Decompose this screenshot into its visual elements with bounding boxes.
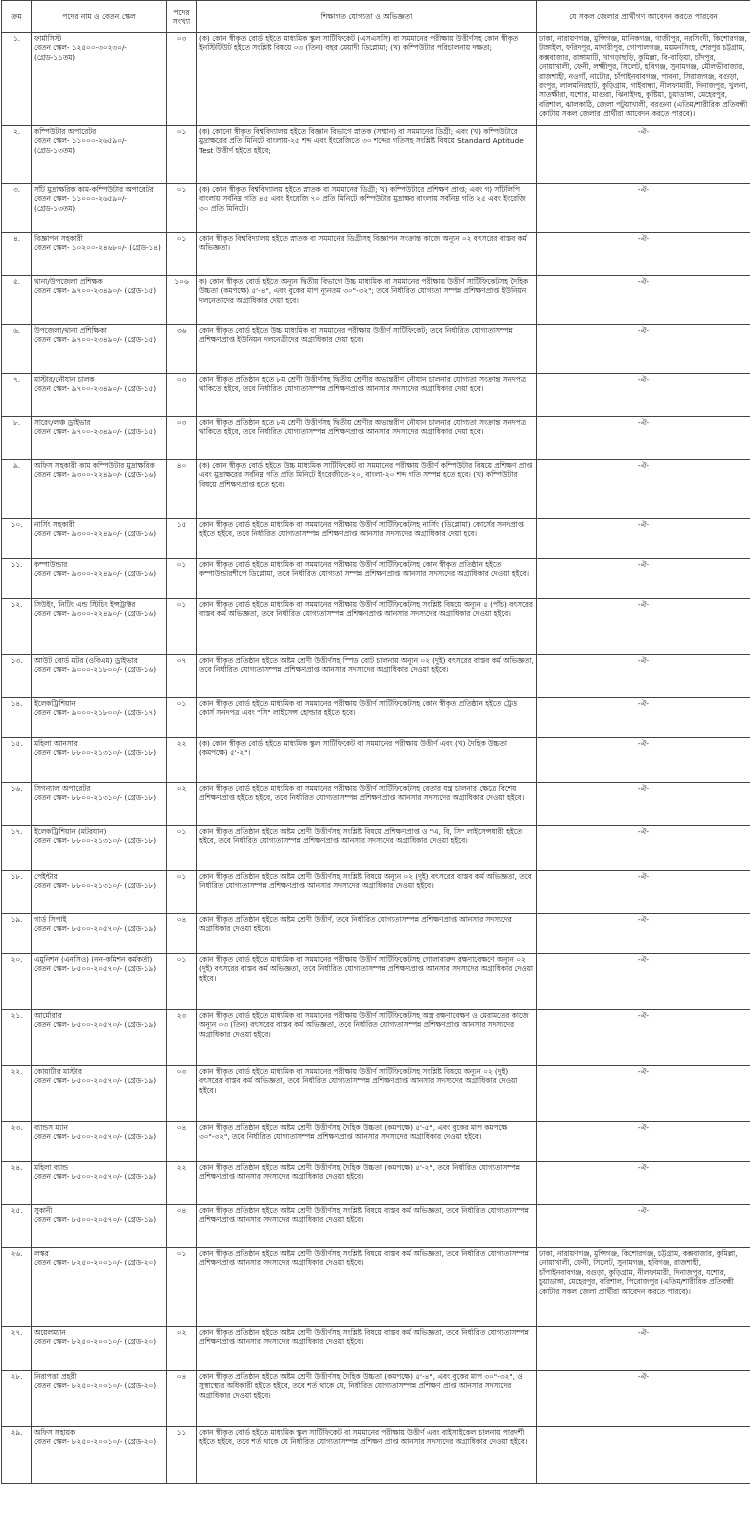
eligible-districts-cell: -ঐ- xyxy=(537,914,750,954)
post-count-cell: ৪০ xyxy=(167,460,197,519)
pay-scale: বেতন স্কেল- ১২৫০০-৩০২৩০/- (গ্রেড-১১তম) xyxy=(34,43,127,62)
serial-cell: ১০. xyxy=(2,519,32,559)
post-name: লস্কর xyxy=(34,1249,49,1258)
qualification-cell: (ক) কোন স্বীকৃত বিশ্ববিদ্যালয় হইতে স্নাতক বা সমমানের ডিগ্রী; খ) কম্পিউটারে প্রশিক্ষণ প্রাপ্ত; এবং গ) সাঁটলিপি বাংলায় সর্বনিম্ন গতি ৪৫ এবং ইংরেজি ৭০ প্রতি মিনিটে কম্পিউটার মুদ্রাক্ষর বাংলায় সর্বনিম্ন গতি ২৫ এবং ইংরেজি ৩০ প্রতি মিনিটে। xyxy=(197,184,537,233)
post-name: মহিলা আনসার xyxy=(34,739,78,748)
post-count-cell: ০১ xyxy=(167,559,197,599)
serial-cell: ৭. xyxy=(2,374,32,417)
table-row xyxy=(2,519,750,559)
post-name: কম্পাউন্ডার xyxy=(34,560,68,569)
pay-scale: বেতন স্কেল- ৮৫০০-২০৫৭০/- (গ্রেড-১৯) xyxy=(34,964,157,974)
post-name: সাঁট মুদ্রাক্ষরিক কাম-কম্পিউটার অপারেটর xyxy=(34,185,154,194)
qualification-cell: কোন স্বীকৃত বিশ্ববিদ্যালয় হইতে স্নাতক বা সমমানের ডিগ্রীসহ বিজ্ঞাপন সংক্রান্ত কাজে অন্যূন ০২ বৎসরের বাস্তব কর্ম অভিজ্ঞতা। xyxy=(197,233,537,276)
eligible-districts-cell: -ঐ- xyxy=(537,826,750,871)
eligible-districts-cell: -ঐ- xyxy=(537,374,750,417)
serial-cell: ৫. xyxy=(2,276,32,325)
serial-cell: ১৫. xyxy=(2,738,32,783)
qualification-cell: (ক) কোনো স্বীকৃত বিশ্ববিদ্যালয় হইতে বিজ্ঞান বিভাগে স্নাতক (সম্মান) বা সমমানের ডিগ্রী; এবং (খ) কম্পিউটারে মুদ্রাক্ষরের প্রতি মিনিটে বাংলায়-২৫ শব্দ এবং ইংরেজিতে ৩০ শব্দের গতিসহ সংশ্লিষ্ট বিষয়ে Standard Aptitude Test উত্তীর্ণ হইতে হইবে; xyxy=(197,126,537,184)
pay-scale: বেতন স্কেল- ৮৫০০-২০৫৭০/- (গ্রেড-১৯) xyxy=(34,1132,157,1142)
table-row xyxy=(2,826,750,871)
post-cell xyxy=(32,783,167,826)
post-count-cell: ১৫ xyxy=(167,519,197,559)
table-row xyxy=(2,1427,750,1484)
post-name: উপজেলা/থানা প্রশিক্ষিকা xyxy=(34,326,107,335)
pay-scale: বেতন স্কেল- ৮২৫০-২০০১০/- (গ্রেড-২০) xyxy=(34,1381,157,1391)
qualification-cell: কোন স্বীকৃত বোর্ড হইতে মাধ্যমিক বা সমমানের পরীক্ষায় উত্তীর্ণ সার্টিফিকেটসহ কোন স্বীকৃত প্রতিষ্ঠান হইতে ট্রেড কোর্স সনদপত্র এবং "সি" লাইসেন্স হোল্ডার হইতে হবে। xyxy=(197,698,537,738)
post-count-cell: ২২ xyxy=(167,738,197,783)
eligible-districts-cell: -ঐ- xyxy=(537,519,750,559)
table-row xyxy=(2,1162,750,1205)
pay-scale: বেতন স্কেল- ৮৫০০-২০৫৭০/- (গ্রেড-১৯) xyxy=(34,1215,157,1225)
post-cell xyxy=(32,1427,167,1484)
serial-cell: ২০. xyxy=(2,954,32,1010)
qualification-cell: কোন স্বীকৃত প্রতিষ্ঠান হইতে অষ্টম শ্রেণী উত্তীর্ণসহ সংশ্লিষ্ট বিষয়ে বাস্তব কর্ম অভিজ্ঞতা, তবে নির্ধারিত যোগ্যতাসম্পন্ন প্রশিক্ষণপ্রাপ্ত আনসার সদস্যদের অগ্রাধিকার দেওয়া হইবে। xyxy=(197,1205,537,1248)
post-name: বিজ্ঞাপন সহকারী xyxy=(34,234,83,243)
serial-cell: ১৩. xyxy=(2,655,32,698)
qualification-cell: কোন স্বীকৃত বোর্ড হইতে মাধ্যমিক বা সমমানের পরীক্ষায় উত্তীর্ণ সার্টিফিকেটসহ সংশ্লিষ্ট বিষয়ে অন্যূন ০২ (দুই) বৎসরের বাস্তব কর্ম অভিজ্ঞতা, তবে নির্ধারিত যোগ্যতাসম্পন্ন প্রশিক্ষণপ্রাপ্ত আনসার সদস্যদের অগ্রাধিকার দেওয়া হইবে। xyxy=(197,1066,537,1122)
post-cell xyxy=(32,33,167,126)
eligible-districts-cell: -ঐ- xyxy=(537,1010,750,1066)
header-post-count: পদের সংখ্যা xyxy=(167,1,197,33)
post-count-cell: ০১ xyxy=(167,871,197,914)
post-name: সারেং/লঞ্চ ড্রাইভার xyxy=(34,418,91,427)
eligible-districts-cell: -ঐ- xyxy=(537,233,750,276)
table-row xyxy=(2,655,750,698)
serial-cell: ৬. xyxy=(2,325,32,374)
table-row xyxy=(2,698,750,738)
pay-scale: বেতন স্কেল- ৮৫০০-২০৫৭০/- (গ্রেড-১৯) xyxy=(34,1172,157,1182)
table-row xyxy=(2,374,750,417)
post-cell xyxy=(32,599,167,655)
post-count-cell: ০৭ xyxy=(167,655,197,698)
eligible-districts-cell: -ঐ- xyxy=(537,276,750,325)
post-cell xyxy=(32,914,167,954)
serial-cell: ৯. xyxy=(2,460,32,519)
pay-scale: বেতন স্কেল- ১১০০০-২৬৫৯০/- (গ্রেড-১৩তম) xyxy=(34,194,127,213)
post-count-cell: ০১ xyxy=(167,1248,197,1327)
post-name: নিরাপত্তা প্রহরী xyxy=(34,1372,77,1381)
qualification-cell: ক) কোন স্বীকৃত বোর্ড হইতে অন্যূন দ্বিতীয় বিভাগে উচ্চ মাধ্যমিক বা সমমানের পরীক্ষায় উত্তীর্ণ সার্টিফিকেটসহ দৈহিক উচ্চতা (কমপক্ষে) ৫'-৪", এবং বুকের মাপ ন্যূনতম ৩০"-৩২"; তবে নির্ধারিত যোগ্যতা সম্পন্ন প্রশিক্ষণপ্রাপ্ত ইউনিয়ন দলনেতাদের অগ্রাধিকার দেয়া হবে। xyxy=(197,276,537,325)
post-name: অফিস সহায়ক xyxy=(34,1428,76,1437)
table-row xyxy=(2,1248,750,1327)
post-count-cell: ০১ xyxy=(167,599,197,655)
table-row xyxy=(2,126,750,184)
table-row xyxy=(2,599,750,655)
header-eligible-districts: যে সকল জেলার প্রার্থীগণ আবেদন করতে পারবেন xyxy=(537,1,750,33)
post-cell xyxy=(32,559,167,599)
post-count-cell: ০১ xyxy=(167,126,197,184)
header-serial: ক্রম xyxy=(2,1,32,33)
eligible-districts-cell: -ঐ- xyxy=(537,954,750,1010)
qualification-cell: (ক) কোন স্বীকৃত বোর্ড হইতে উচ্চ মাধ্যমিক সার্টিফিকেট বা সমমানের পরীক্ষায় উত্তীর্ণ কম্পিউটার বিষয়ে প্রশিক্ষণ প্রাপ্ত এবং মুদ্রাক্ষরের সর্বনিম্ন গতি প্রতি মিনিটে ইংরেজীতে-২০, বাংলা-২০ শব্দ গতি সম্পন্ন হতে হবে। (খ) কম্পিউটার বিষয়ে প্রশিক্ষণপ্রাপ্ত হতে হবে। xyxy=(197,460,537,519)
table-row xyxy=(2,276,750,325)
qualification-cell: কোন স্বীকৃত বোর্ড হইতে মাধ্যমিক বা সমমানের পরীক্ষায় উত্তীর্ণ সার্টিফিকেটসহ নার্সিং (ডিপ্লোমা) কোর্সের সনদপ্রাপ্ত হইতে হইবে, তবে নির্ধারিত যোগ্যতাসম্পন্ন প্রশিক্ষণপ্রাপ্ত আনসার সদস্যদের অগ্রাধিকার দেয়া হবে। xyxy=(197,519,537,559)
table-row xyxy=(2,738,750,783)
post-cell xyxy=(32,417,167,460)
post-name: সুকানী xyxy=(34,1206,53,1215)
post-count-cell: ০১ xyxy=(167,698,197,738)
eligible-districts-cell: -ঐ- xyxy=(537,783,750,826)
pay-scale: বেতন স্কেল- ১০২০০-২৪৬৮০/- (গ্রেড-১৪) xyxy=(34,243,161,253)
serial-cell: ৮. xyxy=(2,417,32,460)
post-count-cell: ১১ xyxy=(167,1427,197,1484)
header-row xyxy=(2,1,750,33)
post-count-cell: ৩৬ xyxy=(167,325,197,374)
post-cell xyxy=(32,276,167,325)
qualification-cell: কোন স্বীকৃত প্রতিষ্ঠান হইতে অষ্টম শ্রেণী উত্তীর্ণসহ দৈহিক উচ্চতা (কমপক্ষে) ৫'-৫", এবং বুকের মাপ কমপক্ষে ৩০"-৩২", তবে নির্ধারিত যোগ্যতাসম্পন্ন প্রশিক্ষণপ্রাপ্ত আনসার সদস্যদের অগ্রাধিকার দেওয়া হইবে। xyxy=(197,1122,537,1162)
post-cell xyxy=(32,325,167,374)
table-row xyxy=(2,559,750,599)
post-cell xyxy=(32,1010,167,1066)
table-row xyxy=(2,1327,750,1371)
serial-cell: ২২. xyxy=(2,1066,32,1122)
post-cell xyxy=(32,519,167,559)
qualification-cell: কোন স্বীকৃত বোর্ড হইতে মাধ্যমিক বা সমমানের পরীক্ষায় উত্তীর্ণ সার্টিফিকেটসহ অস্ত্র রক্ষণাবেক্ষণ ও মেরামতের কাজে অন্যূন ০৩ (তিন) বৎসরের বাস্তব কর্ম অভিজ্ঞতা, তবে নির্ধারিত যোগ্যতাসম্পন্ন প্রশিক্ষণপ্রাপ্ত আনসার সদস্যদের অগ্রাধিকার দেওয়া হইবে। xyxy=(197,1010,537,1066)
post-name: থানা/উপজেলা প্রশিক্ষক xyxy=(34,277,103,286)
post-name: আউট বোর্ড মটর (ওবিএম) ড্রাইভার xyxy=(34,656,138,665)
post-name: আর্মোরার xyxy=(34,1011,62,1020)
table-row xyxy=(2,460,750,519)
qualification-cell: কোন স্বীকৃত প্রতিষ্ঠান হইতে অষ্টম শ্রেণী উত্তীর্ণসহ দৈহিক উচ্চতা (কমপক্ষে) ৫'-৪", এবং বুকের মাপ ৩০"-৩২", ও সুস্বাস্থ্যের অধিকারী হইতে হইবে, তবে শর্ত থাকে যে, নির্ধারিত যোগ্যতাসম্পন্ন প্রশিক্ষণ প্রাপ্ত আনসার সদস্যদের অগ্রাধিকার দেওয়া হইবে। xyxy=(197,1371,537,1427)
post-name: ইলেকট্রিশিয়ান xyxy=(34,699,76,708)
eligible-districts-cell: -ঐ- xyxy=(537,1371,750,1427)
pay-scale: বেতন স্কেল- ৮৫০০-২০৫৭০/- (গ্রেড-১৯) xyxy=(34,924,157,934)
post-name: এমুনিশন (এনসিও) (নন-কমিশন কর্মকর্তা) xyxy=(34,955,153,964)
pay-scale: বেতন স্কেল- ৮৮০০-২১৩১০/- (গ্রেড-১৮) xyxy=(34,836,157,846)
serial-cell: ১৭. xyxy=(2,826,32,871)
post-cell xyxy=(32,871,167,914)
table-row xyxy=(2,184,750,233)
eligible-districts-cell: -ঐ- xyxy=(537,460,750,519)
serial-cell: ৪. xyxy=(2,233,32,276)
post-cell xyxy=(32,1122,167,1162)
post-count-cell: ০১ xyxy=(167,954,197,1010)
qualification-cell: কোন স্বীকৃত প্রতিষ্ঠান হইতে অষ্টম শ্রেণী উত্তীর্ণসহ স্পিড বোট চালনায় অন্যূন ০২ (দুই) বৎসরের বাস্তব কর্ম অভিজ্ঞতা, তবে নির্ধারিত যোগ্যতাসম্পন্ন প্রশিক্ষণপ্রাপ্ত আনসার সদস্যদের অগ্রাধিকার দেওয়া হইবে। xyxy=(197,655,537,698)
serial-cell: ২৮. xyxy=(2,1371,32,1427)
eligible-districts-cell: -ঐ- xyxy=(537,1122,750,1162)
eligible-districts-cell: -ঐ- xyxy=(537,1066,750,1122)
eligible-districts-cell: -ঐ- xyxy=(537,738,750,783)
table-row xyxy=(2,33,750,126)
pay-scale: বেতন স্কেল- ৯৩০০-২২৪৯০/- (গ্রেড-১৬) xyxy=(34,529,157,539)
serial-cell: ১৯. xyxy=(2,914,32,954)
eligible-districts-cell: ঢাকা, নারায়ণগঞ্জ, মুন্সিগঞ্জ, মানিকগঞ্জ, গাজীপুর, নরসিংদী, কিশোরগঞ্জ, টাঙ্গাইল, ফরিদপুর, মাদারীপুর, গোপালগঞ্জ, ময়মনসিংহ, শেরপুর চট্টগ্রাম, কক্সবাজার, রাঙ্গামাটি, খাগড়াছড়ি, কুমিল্লা, বি-বাড়িয়া, চাঁদপুর, নোয়াখালী, ফেনী, লক্ষ্মীপুর, সিলেট, হবিগঞ্জ, সুনামগঞ্জ, মৌলভীবাজার, রাজশাহী, নওগাঁ, নাটোর, চাঁপাইনবাবগঞ্জ, পাবনা, সিরাজগঞ্জ, বগুড়া, রংপুর, লালমনিরহাট, কুড়িগ্রাম, গাইবান্ধা, নীলফামারী, দিনাজপুর, খুলনা, সাতক্ষীরা, যশোর, মাগুরা, ঝিনাইদহ, কুষ্টিয়া, চুয়াডাঙ্গা, মেহেরপুর, বরিশাল, ঝালকাঠি, জেলা পটুয়াখালী, বরগুনা (এতিম/শারীরিক প্রতিবন্ধী কোটায় সকল জেলার প্রার্থীরা আবেদন করতে পারবে)। xyxy=(537,33,750,126)
table-body xyxy=(2,33,750,1484)
eligible-districts-cell: -ঐ- xyxy=(537,1162,750,1205)
qualification-cell: (ক) কোন স্বীকৃত বোর্ড হইতে মাধ্যমিক স্কুল সার্টিফিকেট বা সমমানের পরীক্ষায় উত্তীর্ণ এবং (খ) দৈহিক উচ্চতা (কমপক্ষে) ৫'-২"। xyxy=(197,738,537,783)
post-name: অয়েলম্যান xyxy=(34,1328,66,1337)
serial-cell: ১১. xyxy=(2,559,32,599)
serial-cell: ২৫. xyxy=(2,1205,32,1248)
eligible-districts-cell: -ঐ- xyxy=(537,871,750,914)
post-cell xyxy=(32,1162,167,1205)
serial-cell: ৩. xyxy=(2,184,32,233)
pay-scale: বেতন স্কেল- ৮৫০০-২০৫৭০/- (গ্রেড-১৯) xyxy=(34,1020,157,1030)
pay-scale: বেতন স্কেল- ৯৩০০-২২৪৯০/- (গ্রেড-১৬) xyxy=(34,609,157,619)
table-row xyxy=(2,1066,750,1122)
eligible-districts-cell: -ঐ- xyxy=(537,325,750,374)
post-cell xyxy=(32,460,167,519)
post-count-cell: ০৩ xyxy=(167,374,197,417)
post-cell xyxy=(32,954,167,1010)
post-name: সিউইং, নিটিং এন্ড স্টিচিং ইন্সট্রাক্টর xyxy=(34,600,136,609)
pay-scale: বেতন স্কেল- ৯০০০-২১৮০০/- (গ্রেড-১৭) xyxy=(34,708,157,718)
serial-cell: ১২. xyxy=(2,599,32,655)
pay-scale: বেতন স্কেল- ৯৩০০-২২৪৯০/- (গ্রেড-১৬) xyxy=(34,470,157,480)
post-cell xyxy=(32,1327,167,1371)
post-cell xyxy=(32,1248,167,1327)
table-row xyxy=(2,954,750,1010)
pay-scale: বেতন স্কেল- ৮৮০০-২১৩১০/- (গ্রেড-১৮) xyxy=(34,748,157,758)
post-count-cell: ২২ xyxy=(167,1162,197,1205)
post-name: ফার্মাসিস্ট xyxy=(34,34,62,43)
pay-scale: বেতন স্কেল- ৯০০০-২১৮০০/- (গ্রেড-১৬) xyxy=(34,665,157,675)
post-cell xyxy=(32,698,167,738)
serial-cell: ১. xyxy=(2,33,32,126)
post-count-cell: ০৪ xyxy=(167,914,197,954)
qualification-cell: কোন স্বীকৃত প্রতিষ্ঠান হতে ৮ম শ্রেণী উত্তীর্ণসহ দ্বিতীয় শ্রেণীর অভ্যন্তরীণ নৌযান চালনার যোগ্যতা সংক্রান্ত সনদপত্র থাকিতে হইবে, তবে নির্ধারিত যোগ্যতাসম্পন্ন প্রশিক্ষণপ্রাপ্ত আনসার সদস্যদের অগ্রাধিকার দেয়া হবে। xyxy=(197,374,537,417)
post-count-cell: ০৩ xyxy=(167,33,197,126)
table-row xyxy=(2,783,750,826)
pay-scale: বেতন স্কেল- ৯৭০০-২৩৪৯০/- (গ্রেড-১৫) xyxy=(34,427,157,437)
post-cell xyxy=(32,184,167,233)
vacancy-table xyxy=(1,0,750,1484)
post-name: মাস্টার/নৌযান চালক xyxy=(34,375,95,384)
post-count-cell: ০১ xyxy=(167,184,197,233)
qualification-cell: কোন স্বীকৃত বোর্ড হইতে মাধ্যমিক বা সমমানের পরীক্ষায় উত্তীর্ণ সার্টিফিকেটসহ কোন স্বীকৃত প্রতিষ্ঠান হইতে কম্পাউন্ডারশীপে ডিপ্লোমা, তবে নির্ধারিত যোগ্যতা সম্পন্ন প্রশিক্ষণপ্রাপ্ত আনসার সদস্যদের অগ্রাধিকার দেওয়া হইবে। xyxy=(197,559,537,599)
eligible-districts-cell: ঢাকা, নারায়ণগঞ্জ, মুন্সিগঞ্জ, কিশোরগঞ্জ, চট্টগ্রাম, কক্সবাজার, কুমিল্লা, নোয়াখালী, ফেনী, সিলেট, সুনামগঞ্জ, হবিগঞ্জ, রাজশাহী, চাঁপাইনবাবগঞ্জ, বগুড়া, কুড়িগ্রাম, নীলফামারী, দিনাজপুর, যশোর, চুয়াডাঙ্গা, মেহেরপুর, বরিশাল, পিরোজপুর (এতিম/শারীরিক প্রতিবন্ধী কোটার সকল জেলা প্রার্থীরা আবেদন করতে পারবে)। xyxy=(537,1248,750,1327)
post-name: নার্সিং সহকারী xyxy=(34,520,75,529)
qualification-cell: (ক) কোন স্বীকৃত বোর্ড হইতে মাধ্যমিক স্কুল সার্টিফিকেট (এসএসসি) বা সমমানের পরীক্ষায় উত্তীর্ণসহ কোন স্বীকৃত ইনস্টিটিউট হইতে সংশ্লিষ্ট বিষয়ে ০৩ (তিন) বছর মেয়াদী ডিপ্লোমা; (খ) কম্পিউটার পরিচালনায় দক্ষতা; xyxy=(197,33,537,126)
pay-scale: বেতন স্কেল- ৯৭০০-২৩৪৯০/- (গ্রেড-১৫) xyxy=(34,384,157,394)
pay-scale: বেতন স্কেল- ৮৫০০-২০৫৭০/- (গ্রেড-১৯) xyxy=(34,1076,157,1086)
qualification-cell: কোন স্বীকৃত বোর্ড হইতে মাধ্যমিক বা সমমানের পরীক্ষায় উত্তীর্ণ সার্টিফিকেটসহ গোলাবারুদ রক্ষণাবেক্ষণে অন্যূন ০২ (দুই) বৎসরের বাস্তব কর্ম অভিজ্ঞতা, তবে নির্ধারিত যোগ্যতাসম্পন্ন প্রশিক্ষণপ্রাপ্ত আনসার সদস্যদের অগ্রাধিকার দেওয়া হইবে। xyxy=(197,954,537,1010)
post-cell xyxy=(32,826,167,871)
eligible-districts-cell: -ঐ- xyxy=(537,1327,750,1371)
post-cell xyxy=(32,374,167,417)
post-cell xyxy=(32,233,167,276)
qualification-cell: কোন স্বীকৃত প্রতিষ্ঠান হইতে অষ্টম শ্রেণী উত্তীর্ণসহ দৈহিক উচ্চতা (কমপক্ষে) ৫'-২", তবে নির্ধারিত যোগ্যতাসম্পন্ন প্রশিক্ষণপ্রাপ্ত আনসার সদস্যদের অগ্রাধিকার দেওয়া হইবে। xyxy=(197,1162,537,1205)
post-count-cell: ০১ xyxy=(167,826,197,871)
qualification-cell: কোন স্বীকৃত বোর্ড হইতে উচ্চ মাধ্যমিক বা সমমানের পরীক্ষায় উত্তীর্ণ সার্টিফিকেট; তবে নির্ধারিত যোগ্যতাসম্পন্ন প্রশিক্ষণপ্রাপ্ত ইউনিয়ন দলনেত্রীদের অগ্রাধিকার দেয়া হবে। xyxy=(197,325,537,374)
table-row xyxy=(2,233,750,276)
qualification-cell: কোন স্বীকৃত প্রতিষ্ঠান হতে ৮ম শ্রেণী উত্তীর্ণসহ দ্বিতীয় শ্রেণীর অভ্যন্তরীণ নৌযান চালনার যোগ্যতা সংক্রান্ত সনদপত্র থাকিতে হইবে, তবে নির্ধারিত যোগ্যতাসম্পন্ন প্রশিক্ষণপ্রাপ্ত আনসার সদস্যদের অগ্রাধিকার দেয়া হবে। xyxy=(197,417,537,460)
post-count-cell: ০২ xyxy=(167,1327,197,1371)
post-name: গার্ড সিপাই xyxy=(34,915,67,924)
post-cell xyxy=(32,1371,167,1427)
pay-scale: বেতন স্কেল- ৮২৫০-২০০১০/- (গ্রেড-২০) xyxy=(34,1258,157,1268)
table-row xyxy=(2,1010,750,1066)
pay-scale: বেতন স্কেল- ৮২৫০-২০০১০/- (গ্রেড-২০) xyxy=(34,1437,157,1447)
post-name: পেইন্টার xyxy=(34,872,58,881)
table-row xyxy=(2,914,750,954)
post-name: কম্পিউটার অপারেটর xyxy=(34,127,97,136)
qualification-cell: কোন স্বীকৃত প্রতিষ্ঠান হইতে অষ্টম শ্রেণী উত্তীর্ণসহ সংশ্লিষ্ট বিষয়ে অন্যূন ০২ (দুই) বৎসরের বাস্তব কর্ম অভিজ্ঞতা, তবে নির্ধারিত যোগ্যতাসম্পন্ন প্রশিক্ষণপ্রাপ্ত আনসার সদস্যদের অগ্রাধিকার দেওয়া হইবে। xyxy=(197,871,537,914)
qualification-cell: কোন স্বীকৃত প্রতিষ্ঠান হইতে অষ্টম শ্রেণী উত্তীর্ণসহ সংশ্লিষ্ট বিষয়ে বাস্তব কর্ম অভিজ্ঞতা, তবে নির্ধারিত যোগ্যতাসম্পন্ন প্রশিক্ষণপ্রাপ্ত আনসার সদস্যদের অগ্রাধিকার দেওয়া হইবে। xyxy=(197,1327,537,1371)
eligible-districts-cell xyxy=(537,1427,750,1484)
serial-cell: ২৯. xyxy=(2,1427,32,1484)
pay-scale: বেতন স্কেল- ৮২৫০-২০০১০/- (গ্রেড-২০) xyxy=(34,1337,157,1347)
post-count-cell: ০৪ xyxy=(167,1205,197,1248)
serial-cell: ২৪. xyxy=(2,1162,32,1205)
table-row xyxy=(2,871,750,914)
header-post-and-scale: পদের নাম ও বেতন স্কেল xyxy=(32,1,167,33)
qualification-cell: কোন স্বীকৃত বোর্ড হইতে মাধ্যমিক বা সমমানের পরীক্ষায় উত্তীর্ণ সার্টিফিকেটসহ সংশ্লিষ্ট বিষয়ে অন্যূন ৫ (পাঁচ) বৎসরের বাস্তব কর্ম অভিজ্ঞতা, তবে নির্ধারিত যোগ্যতাসম্পন্ন প্রশিক্ষণপ্রাপ্ত আনসার সদস্যদের অগ্রাধিকার দেওয়া হইবে। xyxy=(197,599,537,655)
post-count-cell: ০৪ xyxy=(167,1122,197,1162)
pay-scale: বেতন স্কেল- ৯৭০০-২৩৪৯০/- (গ্রেড-১৫) xyxy=(34,286,157,296)
post-name: ব্যান্ডস ম্যান xyxy=(34,1123,68,1132)
eligible-districts-cell: -ঐ- xyxy=(537,417,750,460)
table-header xyxy=(2,1,750,33)
table-row xyxy=(2,1122,750,1162)
qualification-cell: কোন স্বীকৃত বোর্ড হইতে মাধ্যমিক বা সমমানের পরীক্ষায় উত্তীর্ণ সার্টিফিকেটসহ বেতার যন্ত্র চালনার ক্ষেত্রে বিশেষ প্রশিক্ষণপ্রাপ্ত হইতে হইবে, তবে নির্ধারিত যোগ্যতাসম্পন্ন প্রশিক্ষণপ্রাপ্ত আনসার সদস্যদের অগ্রাধিকার দেওয়া হইবে। xyxy=(197,783,537,826)
eligible-districts-cell: -ঐ- xyxy=(537,599,750,655)
serial-cell: ২৭. xyxy=(2,1327,32,1371)
table-row xyxy=(2,417,750,460)
post-cell xyxy=(32,655,167,698)
pay-scale: বেতন স্কেল- ৮৮০০-২১৩১০/- (গ্রেড-১৮) xyxy=(34,881,157,891)
serial-cell: ২. xyxy=(2,126,32,184)
post-count-cell: ০৪ xyxy=(167,1371,197,1427)
serial-cell: ২৩. xyxy=(2,1122,32,1162)
pay-scale: বেতন স্কেল- ৯৭০০-২৩৪৯০/- (গ্রেড-১৫) xyxy=(34,335,157,345)
post-count-cell: ০৩ xyxy=(167,417,197,460)
post-count-cell: ০৩ xyxy=(167,1066,197,1122)
post-count-cell: ০২ xyxy=(167,783,197,826)
post-cell xyxy=(32,1205,167,1248)
post-count-cell: ০১ xyxy=(167,233,197,276)
serial-cell: ২৬. xyxy=(2,1248,32,1327)
table-row xyxy=(2,1371,750,1427)
qualification-cell: কোন স্বীকৃত বোর্ড হইতে মাধ্যমিক স্কুল সার্টিফিকেট বা সমমানের পরীক্ষায় উত্তীর্ণ এবং বাইসাইকেল চালনায় পারদর্শী হইতে হইবে, তবে শর্ত থাকে যে নির্ধারিত যোগ্যতাসম্পন্ন প্রশিক্ষণ প্রাপ্ত আনসার সদস্যদের অগ্রাধিকার দেওয়া হইবে। xyxy=(197,1427,537,1484)
pay-scale: বেতন স্কেল- ৮৮০০-২১৩১০/- (গ্রেড-১৮) xyxy=(34,793,157,803)
eligible-districts-cell: -ঐ- xyxy=(537,698,750,738)
serial-cell: ২১. xyxy=(2,1010,32,1066)
post-count-cell: ২৩ xyxy=(167,1010,197,1066)
serial-cell: ১৪. xyxy=(2,698,32,738)
post-name: অফিস সহকারী কাম কম্পিউটার মুদ্রাক্ষরিক xyxy=(34,461,155,470)
eligible-districts-cell: -ঐ- xyxy=(537,1205,750,1248)
post-name: সিগন্যাল অপারেটর xyxy=(34,784,91,793)
qualification-cell: কোন স্বীকৃত প্রতিষ্ঠান হইতে অষ্টম শ্রেণী উত্তীর্ণসহ সংশ্লিষ্ট বিষয়ে প্রশিক্ষণপ্রাপ্ত ও "এ, বি, সি" লাইসেন্সধারী হইতে হইবে, তবে নির্ধারিত যোগ্যতাসম্পন্ন প্রশিক্ষণপ্রাপ্ত আনসার সদস্যদের অগ্রাধিকার দেওয়া হইবে। xyxy=(197,826,537,871)
post-cell xyxy=(32,1066,167,1122)
serial-cell: ১৬. xyxy=(2,783,32,826)
table-row xyxy=(2,1205,750,1248)
post-cell xyxy=(32,126,167,184)
eligible-districts-cell: -ঐ- xyxy=(537,655,750,698)
eligible-districts-cell: -ঐ- xyxy=(537,559,750,599)
post-name: মহিলা ব্যান্ড xyxy=(34,1163,68,1172)
table-row xyxy=(2,325,750,374)
pay-scale: বেতন স্কেল- ৯৩০০-২২৪৯০/- (গ্রেড-১৬) xyxy=(34,569,157,579)
header-qualification: শিক্ষাগত যোগ্যতা ও অভিজ্ঞতা xyxy=(197,1,537,33)
eligible-districts-cell: -ঐ- xyxy=(537,126,750,184)
serial-cell: ১৮. xyxy=(2,871,32,914)
pay-scale: বেতন স্কেল- ১১০০০-২৬৫৯০/- (গ্রেড-১৩তম) xyxy=(34,136,127,155)
post-count-cell: ১০৬ xyxy=(167,276,197,325)
qualification-cell: কোন স্বীকৃত প্রতিষ্ঠান হইতে অষ্টম শ্রেণী উত্তীর্ণসহ সংশ্লিষ্ট বিষয়ে বাস্তব কর্ম অভিজ্ঞতা, তবে নির্ধারিত যোগ্যতাসম্পন্ন প্রশিক্ষণপ্রাপ্ত আনসার সদস্যদের অগ্রাধিকার দেওয়া হইবে। xyxy=(197,1248,537,1327)
post-name: ইলেকট্রিশিয়ান (মটরযান) xyxy=(34,827,107,836)
post-cell xyxy=(32,738,167,783)
qualification-cell: কোন স্বীকৃত প্রতিষ্ঠান হইতে অষ্টম শ্রেণী উত্তীর্ণ, তবে নির্ধারিত যোগ্যতাসম্পন্ন প্রশিক্ষণপ্রাপ্ত আনসার সদস্যদের অগ্রাধিকার দেওয়া হইবে। xyxy=(197,914,537,954)
eligible-districts-cell: -ঐ- xyxy=(537,184,750,233)
post-name: কোয়ার্টার মাস্টার xyxy=(34,1067,82,1076)
